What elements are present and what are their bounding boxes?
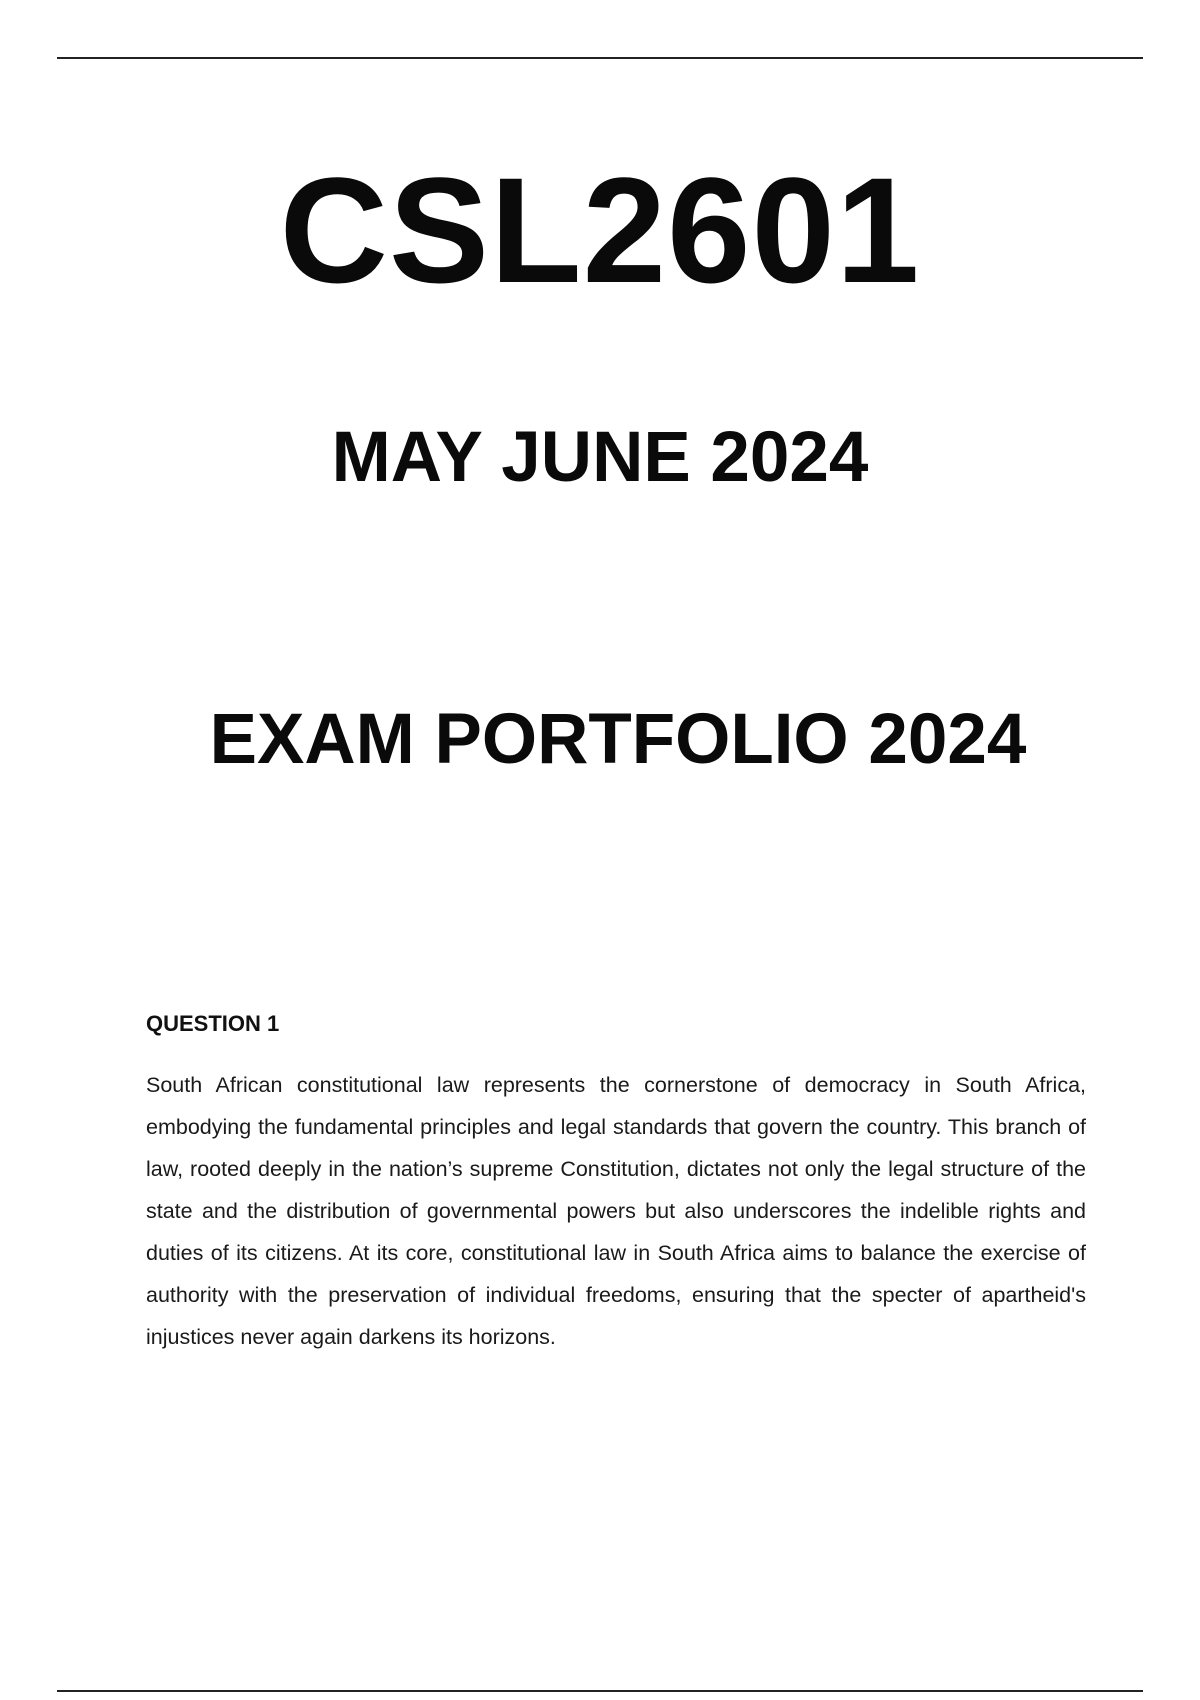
course-code-title: CSL2601 — [279, 146, 921, 314]
question-body-paragraph: South African constitutional law represents the cornerstone of democracy in South Africa, embodying the fundamental principles and legal standards that govern the country. This branch of law, rooted deeply in the nation’s supreme Constitution, dictates not only the legal structure of the state and the distribution of governmental powers but also underscores the indelible rights and duties of its citizens. At its core, constitutional law in South Africa aims to balance the exercise of authority with the preservation of individual freedoms, ensuring that the specter of apartheid's injustices never again darkens its horizons. — [146, 1073, 1086, 1349]
exam-session-title: MAY JUNE 2024 — [331, 418, 869, 497]
bottom-rule — [57, 1690, 1143, 1692]
question-heading: QUESTION 1 — [146, 1011, 280, 1036]
portfolio-title: EXAM PORTFOLIO 2024 — [209, 700, 1027, 779]
top-rule — [57, 57, 1143, 59]
